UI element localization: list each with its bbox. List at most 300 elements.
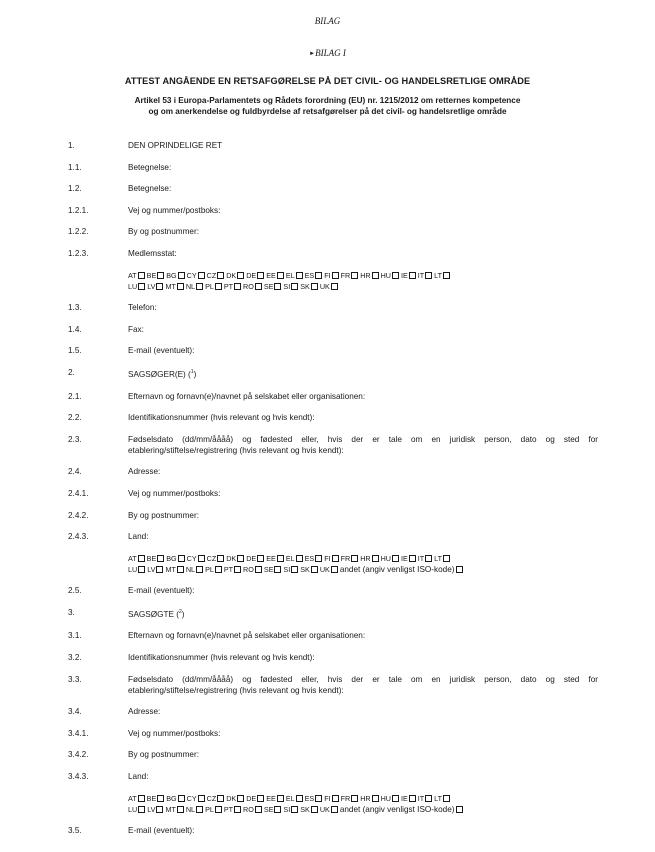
country-code: LT <box>434 270 443 280</box>
spacer <box>0 456 655 467</box>
country-checkbox[interactable] <box>351 795 358 802</box>
country-checkbox[interactable] <box>215 283 222 290</box>
country-code: EL <box>285 793 295 803</box>
field-number: 3. <box>68 607 75 617</box>
country-code: NL <box>185 281 196 291</box>
country-checkbox[interactable] <box>198 555 205 562</box>
country-code: FR <box>340 793 351 803</box>
country-code: PL <box>205 804 214 814</box>
field-label: By og postnummer: <box>128 750 199 760</box>
field-number: 2.5. <box>68 586 82 596</box>
country-code: IT <box>417 270 425 280</box>
country-checkbox[interactable] <box>409 555 416 562</box>
field-number: 2. <box>68 367 75 377</box>
footnote-ref[interactable]: 1 <box>190 368 194 375</box>
country-checkbox[interactable] <box>296 272 303 279</box>
country-checkbox[interactable] <box>274 806 281 813</box>
country-checkbox[interactable] <box>178 795 185 802</box>
field-s3-4-2[interactable] <box>0 749 655 760</box>
country-checkbox[interactable] <box>234 283 241 290</box>
field-s2-4-3[interactable] <box>0 531 655 542</box>
spacer <box>0 499 655 510</box>
country-code: AT <box>128 270 137 280</box>
country-checkbox[interactable] <box>296 795 303 802</box>
field-label: DEN OPRINDELIGE RET <box>128 141 223 150</box>
field-number: 1.4. <box>68 324 82 334</box>
paren-close: ) <box>181 609 185 619</box>
spacer <box>0 596 655 607</box>
spacer <box>0 402 655 413</box>
spacer <box>0 782 655 793</box>
spacer <box>0 313 655 324</box>
country-checkbox[interactable] <box>425 272 432 279</box>
field-s1-2[interactable] <box>0 183 655 194</box>
country-checkbox[interactable] <box>156 283 163 290</box>
country-code: MT <box>165 281 176 291</box>
country-checkbox[interactable] <box>351 555 358 562</box>
country-checkbox[interactable] <box>237 555 244 562</box>
country-line <box>128 281 608 292</box>
country-code: LU <box>128 564 138 574</box>
field-label: Adresse: <box>128 467 161 477</box>
country-code: DE <box>246 270 257 280</box>
field-label: E-mail (eventuelt): <box>128 346 195 356</box>
country-checkbox[interactable] <box>196 566 203 573</box>
country-checkbox[interactable] <box>234 806 241 813</box>
country-code: CZ <box>206 793 217 803</box>
field-s2-4-2[interactable] <box>0 510 655 521</box>
country-checkbox[interactable] <box>291 806 298 813</box>
country-code: SI <box>283 564 291 574</box>
document-title: ATTEST ANGÅENDE EN RETSAFGØRELSE PÅ DET CIVIL- OG HANDELSRETLIGE OMRÅDE <box>124 76 531 86</box>
footnote-ref[interactable]: 2 <box>178 608 182 615</box>
country-checkbox[interactable] <box>177 283 184 290</box>
country-code: NL <box>185 564 196 574</box>
country-code: CZ <box>206 270 217 280</box>
country-code: LV <box>147 804 156 814</box>
field-number: 1.2. <box>68 184 82 194</box>
country-code: FI <box>324 553 331 563</box>
field-s3-4-1[interactable] <box>0 728 655 739</box>
country-checkbox[interactable] <box>332 555 339 562</box>
country-checkboxes-court <box>128 270 608 292</box>
field-s1-4[interactable] <box>0 324 655 335</box>
country-checkbox[interactable] <box>331 806 338 813</box>
country-code: MT <box>165 804 176 814</box>
spacer <box>0 477 655 488</box>
spacer <box>0 717 655 728</box>
field-number: 2.2. <box>68 413 82 423</box>
field-number: 1.5. <box>68 346 82 356</box>
field-s3-5[interactable] <box>0 825 655 836</box>
spacer <box>0 216 655 227</box>
country-checkbox[interactable] <box>274 566 281 573</box>
field-label: Identifikationsnummer (hvis relevant og hvis kendt): <box>128 413 315 423</box>
country-checkboxes-defendant <box>128 793 608 815</box>
country-checkbox[interactable] <box>351 272 358 279</box>
country-line <box>128 553 608 564</box>
country-checkbox[interactable] <box>156 806 163 813</box>
country-code: UK <box>319 564 330 574</box>
annex-heading: BILAG <box>314 16 341 26</box>
country-checkbox[interactable] <box>234 566 241 573</box>
field-label <box>128 367 598 380</box>
spacer <box>0 575 655 586</box>
country-code: DK <box>226 793 237 803</box>
field-s3-4-3[interactable] <box>0 771 655 782</box>
annex-i-heading <box>0 48 655 58</box>
country-code: SI <box>283 281 291 291</box>
field-label: Telefon: <box>128 303 157 313</box>
country-code: EE <box>266 553 276 563</box>
country-checkbox[interactable] <box>443 555 450 562</box>
country-code: DE <box>246 793 257 803</box>
annex-i-label: BILAG I <box>315 48 346 58</box>
country-checkbox[interactable] <box>157 795 164 802</box>
field-number: 2.3. <box>68 434 82 444</box>
country-code: IE <box>400 270 408 280</box>
country-checkbox[interactable] <box>177 806 184 813</box>
spacer <box>0 696 655 707</box>
field-s2-2[interactable] <box>0 412 655 423</box>
subtitle-line-2: og om anerkendelse og fuldbyrdelse af retsafgørelser på det civil- og handelsretlige område <box>148 107 507 116</box>
country-checkbox[interactable] <box>157 272 164 279</box>
other-country-label: andet (angiv venligst ISO-kode) <box>339 804 455 814</box>
country-checkbox[interactable] <box>443 272 450 279</box>
field-number: 2.4.3. <box>68 532 89 542</box>
country-code: AT <box>128 793 137 803</box>
form-fields <box>0 140 655 847</box>
country-checkbox[interactable] <box>255 806 262 813</box>
field-number: 3.4. <box>68 707 82 717</box>
field-s2-1[interactable] <box>0 391 655 402</box>
country-checkbox[interactable] <box>315 272 322 279</box>
spacer <box>0 542 655 553</box>
country-code: LU <box>128 281 138 291</box>
spacer <box>0 173 655 184</box>
field-s1-2-1[interactable] <box>0 205 655 216</box>
spacer <box>0 836 655 847</box>
country-code: EL <box>285 553 295 563</box>
field-number: 3.1. <box>68 631 82 641</box>
field-number: 1.1. <box>68 162 82 172</box>
country-code: UK <box>319 281 330 291</box>
country-code: ES <box>304 270 315 280</box>
country-code: LV <box>147 281 156 291</box>
field-number: 1.2.3. <box>68 248 89 258</box>
country-code: ES <box>304 793 315 803</box>
field-label: Land: <box>128 532 149 542</box>
section-title: SAGSØGER(E) ( <box>128 369 191 379</box>
country-checkbox[interactable] <box>443 795 450 802</box>
field-number: 3.4.2. <box>68 750 89 760</box>
field-label: Vej og nummer/postboks: <box>128 205 221 215</box>
country-line <box>128 804 608 815</box>
field-s3-4[interactable] <box>0 706 655 717</box>
country-checkbox[interactable] <box>331 566 338 573</box>
country-code: RO <box>243 564 254 574</box>
country-checkbox[interactable] <box>255 566 262 573</box>
field-label <box>128 607 598 620</box>
country-code: SI <box>283 804 291 814</box>
country-checkbox[interactable] <box>332 272 339 279</box>
field-number: 3.3. <box>68 674 82 684</box>
country-checkbox[interactable] <box>311 283 318 290</box>
field-s2-3[interactable] <box>0 434 655 456</box>
field-s1-2-2[interactable] <box>0 226 655 237</box>
country-checkbox[interactable] <box>372 795 379 802</box>
country-checkbox[interactable] <box>198 795 205 802</box>
country-checkbox[interactable] <box>332 795 339 802</box>
spacer <box>0 356 655 367</box>
country-code: SE <box>263 281 274 291</box>
country-checkbox[interactable] <box>215 566 222 573</box>
country-checkbox[interactable] <box>138 806 145 813</box>
country-checkbox[interactable] <box>296 555 303 562</box>
field-label: Identifikationsnummer (hvis relevant og hvis kendt): <box>128 653 315 663</box>
spacer <box>0 292 655 303</box>
field-number: 1.3. <box>68 303 82 313</box>
country-code: LT <box>434 553 443 563</box>
country-code: BG <box>166 793 177 803</box>
country-code: SE <box>263 804 274 814</box>
spacer <box>0 760 655 771</box>
country-code: EL <box>285 270 295 280</box>
country-code: MT <box>165 564 176 574</box>
other-country-label: andet (angiv venligst ISO-kode) <box>339 564 455 574</box>
country-checkbox[interactable] <box>255 283 262 290</box>
country-code: EE <box>266 793 276 803</box>
field-number: 2.4.1. <box>68 488 89 498</box>
field-s2-4-1[interactable] <box>0 488 655 499</box>
field-number: 2.4. <box>68 467 82 477</box>
field-label: Fødselsdato (dd/mm/åååå) og fødested eller, hvis der er tale om en juridisk person, dato og sted for etablering/stiftelse/registrering (hvis relevant og hvis kendt): <box>128 434 598 455</box>
field-label: E-mail (eventuelt): <box>128 586 195 596</box>
field-s1-5[interactable] <box>0 345 655 356</box>
country-code: RO <box>243 804 254 814</box>
spacer <box>0 663 655 674</box>
field-number: 3.5. <box>68 826 82 836</box>
country-code: PT <box>223 804 234 814</box>
spacer <box>0 259 655 270</box>
country-checkbox[interactable] <box>409 272 416 279</box>
field-label: Betegnelse: <box>128 162 172 172</box>
country-code: DK <box>226 270 237 280</box>
country-code: HU <box>380 553 391 563</box>
country-checkbox[interactable] <box>277 272 284 279</box>
country-code: AT <box>128 553 137 563</box>
field-label: Land: <box>128 772 149 782</box>
country-checkbox[interactable] <box>425 795 432 802</box>
subtitle-line-1: Artikel 53 i Europa-Parlamentets og Rådets forordning (EU) nr. 1215/2012 om retternes kompetence <box>134 96 521 105</box>
country-code: LT <box>434 793 443 803</box>
country-checkbox[interactable] <box>138 272 145 279</box>
country-code: FR <box>340 553 351 563</box>
country-checkbox[interactable] <box>291 566 298 573</box>
country-checkbox[interactable] <box>157 555 164 562</box>
country-code: BG <box>166 270 177 280</box>
country-code: NL <box>185 804 196 814</box>
country-checkbox[interactable] <box>178 555 185 562</box>
country-checkbox[interactable] <box>277 555 284 562</box>
field-s1[interactable] <box>0 140 655 151</box>
country-checkbox[interactable] <box>217 272 224 279</box>
country-checkbox[interactable] <box>392 795 399 802</box>
country-checkbox[interactable] <box>138 795 145 802</box>
field-s1-2-3[interactable] <box>0 248 655 259</box>
field-s1-1[interactable] <box>0 162 655 173</box>
country-line <box>128 564 608 575</box>
country-checkbox[interactable] <box>315 795 322 802</box>
field-label: By og postnummer: <box>128 227 199 237</box>
field-label: Betegnelse: <box>128 184 172 194</box>
country-code: CZ <box>206 553 217 563</box>
country-checkbox[interactable] <box>156 566 163 573</box>
country-code: HU <box>380 793 391 803</box>
spacer <box>0 151 655 162</box>
country-checkbox[interactable] <box>372 272 379 279</box>
field-label: By og postnummer: <box>128 510 199 520</box>
country-checkbox[interactable] <box>138 555 145 562</box>
country-code: UK <box>319 804 330 814</box>
field-s2-4[interactable] <box>0 466 655 477</box>
field-label: Efternavn og fornavn(e)/navnet på selskabet eller organisationen: <box>128 631 366 641</box>
paren-close: ) <box>193 369 197 379</box>
country-checkbox[interactable] <box>257 272 264 279</box>
field-number: 3.4.1. <box>68 728 89 738</box>
country-code: DK <box>226 553 237 563</box>
country-code: CY <box>186 270 197 280</box>
country-checkbox[interactable] <box>311 806 318 813</box>
country-checkbox[interactable] <box>177 566 184 573</box>
country-checkbox[interactable] <box>392 272 399 279</box>
spacer <box>0 815 655 826</box>
country-code: PL <box>205 564 214 574</box>
spacer <box>0 237 655 248</box>
field-number: 1.2.2. <box>68 227 89 237</box>
field-label: E-mail (eventuelt): <box>128 826 195 836</box>
field-number: 2.4.2. <box>68 510 89 520</box>
country-checkbox[interactable] <box>138 283 145 290</box>
country-code: IT <box>417 553 425 563</box>
country-code: CY <box>186 553 197 563</box>
country-code: PT <box>223 564 234 574</box>
spacer <box>0 423 655 434</box>
other-country-checkbox[interactable] <box>456 566 463 573</box>
country-code: FI <box>324 793 331 803</box>
section-title: SAGSØGTE ( <box>128 609 179 619</box>
country-checkbox[interactable] <box>198 272 205 279</box>
country-line <box>128 270 608 281</box>
country-code: CY <box>186 793 197 803</box>
country-code: IE <box>400 793 408 803</box>
country-code: ES <box>304 553 315 563</box>
country-code: HR <box>360 270 371 280</box>
country-checkbox[interactable] <box>196 806 203 813</box>
country-code: BE <box>146 793 157 803</box>
spacer <box>0 335 655 346</box>
field-number: 3.4.3. <box>68 772 89 782</box>
field-s2-5[interactable] <box>0 585 655 596</box>
country-code: HR <box>360 793 371 803</box>
country-code: PT <box>223 281 234 291</box>
spacer <box>0 739 655 750</box>
field-number: 2.1. <box>68 391 82 401</box>
country-checkbox[interactable] <box>237 795 244 802</box>
country-checkbox[interactable] <box>315 555 322 562</box>
country-code: BG <box>166 553 177 563</box>
country-checkbox[interactable] <box>331 283 338 290</box>
country-checkbox[interactable] <box>138 566 145 573</box>
country-checkbox[interactable] <box>217 795 224 802</box>
field-label: Fødselsdato (dd/mm/åååå) og fødested eller, hvis der er tale om en juridisk person, dato og sted for etablering/stiftelse/registrering (hvis relevant og hvis kendt): <box>128 674 598 695</box>
field-number: 3.2. <box>68 653 82 663</box>
spacer <box>0 194 655 205</box>
country-code: FR <box>340 270 351 280</box>
country-code: FI <box>324 270 331 280</box>
country-code: BE <box>146 270 157 280</box>
country-checkbox[interactable] <box>425 555 432 562</box>
field-s3[interactable] <box>0 607 655 620</box>
country-checkbox[interactable] <box>277 795 284 802</box>
country-checkbox[interactable] <box>392 555 399 562</box>
field-s3-2[interactable] <box>0 652 655 663</box>
amendment-marker: ► <box>309 51 316 57</box>
country-code: HU <box>380 270 391 280</box>
country-checkbox[interactable] <box>311 566 318 573</box>
field-s3-1[interactable] <box>0 630 655 641</box>
country-checkbox[interactable] <box>217 555 224 562</box>
country-code: LU <box>128 804 138 814</box>
field-label: Adresse: <box>128 707 161 717</box>
country-checkboxes-claimant <box>128 553 608 575</box>
country-code: DE <box>246 553 257 563</box>
field-label: Vej og nummer/postboks: <box>128 488 221 498</box>
country-code: SK <box>300 281 310 291</box>
field-label: Efternavn og fornavn(e)/navnet på selskabet eller organisationen: <box>128 391 366 401</box>
country-checkbox[interactable] <box>196 283 203 290</box>
field-s2[interactable] <box>0 367 655 380</box>
country-code: EE <box>266 270 276 280</box>
country-checkbox[interactable] <box>178 272 185 279</box>
field-s1-3[interactable] <box>0 302 655 313</box>
country-checkbox[interactable] <box>257 555 264 562</box>
field-number: 1. <box>68 141 75 150</box>
country-code: SK <box>300 564 310 574</box>
country-code: LV <box>147 564 156 574</box>
spacer <box>0 620 655 631</box>
country-checkbox[interactable] <box>257 795 264 802</box>
country-code: SE <box>263 564 274 574</box>
country-code: HR <box>360 553 371 563</box>
country-checkbox[interactable] <box>215 806 222 813</box>
country-checkbox[interactable] <box>237 272 244 279</box>
country-code: BE <box>146 553 157 563</box>
country-code: RO <box>243 281 254 291</box>
field-label: Fax: <box>128 324 144 334</box>
field-s3-3[interactable] <box>0 674 655 696</box>
spacer <box>0 521 655 532</box>
country-checkbox[interactable] <box>291 283 298 290</box>
country-code: SK <box>300 804 310 814</box>
country-code: IT <box>417 793 425 803</box>
country-checkbox[interactable] <box>274 283 281 290</box>
other-country-checkbox[interactable] <box>456 806 463 813</box>
country-code: IE <box>400 553 408 563</box>
country-checkbox[interactable] <box>409 795 416 802</box>
spacer <box>0 380 655 391</box>
country-checkbox[interactable] <box>372 555 379 562</box>
